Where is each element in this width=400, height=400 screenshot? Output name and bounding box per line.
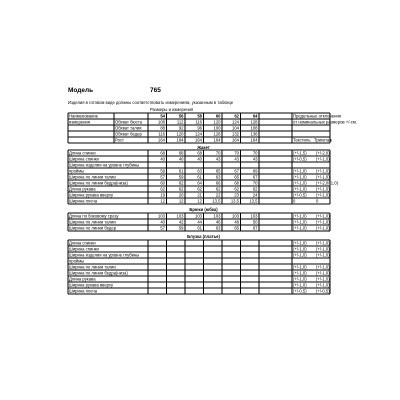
row-tolerance-2: (+/-1,0) bbox=[316, 276, 330, 282]
deviation-header: Предельные отклонения bbox=[293, 113, 342, 119]
row-value: 68 bbox=[178, 150, 184, 156]
row-value: 20 bbox=[178, 192, 184, 198]
row-value: 40 bbox=[160, 219, 165, 225]
row-label: Ширина по линии бедер bbox=[69, 225, 117, 231]
row-label: Ширина изделия на уровне глубины bbox=[69, 252, 140, 258]
size-header-54: 54 bbox=[160, 113, 165, 119]
row-value: 61 bbox=[197, 174, 202, 180]
row-value: 13,5 bbox=[249, 198, 258, 204]
row-value: 67 bbox=[252, 174, 258, 180]
row-tolerance-2: (+/-1,0) bbox=[316, 219, 330, 225]
size-header-60: 60 bbox=[215, 113, 221, 119]
row-label: Ширина рукава вверху bbox=[69, 192, 114, 198]
row-value: 61 bbox=[197, 225, 202, 231]
row-tolerance-2: (+/-1,0) bbox=[316, 156, 330, 162]
row-label: Ширина рукава вверху bbox=[69, 282, 114, 288]
row-label: Ширина по линии талии bbox=[69, 219, 116, 225]
row-value: 68 bbox=[160, 150, 165, 156]
body-measurement-value: 108 bbox=[250, 125, 258, 131]
row-tolerance: (+/-0,5) bbox=[293, 288, 307, 294]
row-value: 67 bbox=[234, 168, 239, 174]
row-value: 103 bbox=[176, 213, 184, 219]
body-measurement-value: 120 bbox=[176, 131, 184, 137]
row-label: Ширина изделия на уровне глубины bbox=[69, 162, 140, 168]
row-tolerance: (+/-1,0) bbox=[293, 246, 307, 252]
row-value: 61 bbox=[178, 168, 184, 174]
row-value: 12 bbox=[160, 198, 165, 204]
row-tolerance: (+/-1,0) bbox=[293, 264, 307, 270]
row-tolerance-2: (+/-0,5) bbox=[316, 288, 330, 294]
row-value: 24 bbox=[252, 192, 258, 198]
model-number: 765 bbox=[150, 87, 161, 94]
row-value: 70 bbox=[215, 150, 221, 156]
row-tolerance-2: (+/-1,0) bbox=[316, 174, 330, 180]
size-header-62: 62 bbox=[234, 113, 239, 119]
row-tolerance-2: (+/-2,0) bbox=[316, 150, 330, 156]
row-tolerance: (+/-1,0) bbox=[293, 213, 307, 219]
row-tolerance: (+/-0,5) bbox=[293, 156, 307, 162]
row-value: 68 bbox=[197, 150, 202, 156]
body-measurement-value: 116 bbox=[158, 131, 165, 137]
row-label: Длина спинки bbox=[69, 150, 96, 156]
measurement-label: измерения bbox=[69, 119, 91, 125]
row-value: 62 bbox=[178, 180, 184, 186]
row-tolerance-2: (+/-1,0) bbox=[316, 264, 330, 270]
row-label: Ширина по линии бедра(низа) bbox=[69, 270, 128, 276]
row-value: 12 bbox=[197, 198, 202, 204]
row-value: 40 bbox=[160, 156, 165, 162]
row-value: 12 bbox=[178, 198, 184, 204]
section-title: Брюки (юбка) bbox=[189, 206, 218, 212]
row-value: 66 bbox=[215, 180, 221, 186]
row-value: 65 bbox=[234, 174, 239, 180]
row-tolerance-2: (+/-1,0) bbox=[316, 252, 330, 258]
row-value: 42 bbox=[178, 219, 184, 225]
body-measurement-value: 104 bbox=[232, 125, 239, 131]
body-measurement-value: 164 bbox=[176, 137, 184, 143]
row-value: 50 bbox=[252, 219, 258, 225]
row-tolerance: (+/-1,0) bbox=[293, 252, 307, 258]
row-value: 65 bbox=[234, 225, 239, 231]
body-measurement-value: 108 bbox=[158, 119, 165, 125]
size-header-58: 58 bbox=[197, 113, 202, 119]
row-label: Ширина по линии талии bbox=[69, 174, 116, 180]
body-measurement-label: Обхват талии bbox=[115, 125, 142, 131]
row-tolerance: (+/-1,0) bbox=[293, 219, 307, 225]
body-measurement-value: 164 bbox=[250, 137, 258, 143]
row-tolerance: (+/-1,0) bbox=[293, 276, 307, 282]
row-label: Длина спинки bbox=[69, 240, 96, 246]
body-measurement-value: 100 bbox=[213, 125, 221, 131]
row-tolerance: (+/-1,0) bbox=[293, 168, 307, 174]
row-label: Ширина плеча bbox=[69, 288, 98, 294]
body-measurement-value: 88 bbox=[160, 125, 165, 131]
row-value: 63 bbox=[215, 225, 221, 231]
body-measurement-value: 128 bbox=[250, 119, 258, 125]
row-value: 103 bbox=[158, 213, 165, 219]
row-label: Ширина спинки bbox=[69, 246, 99, 252]
row-value: 68 bbox=[234, 180, 239, 186]
row-value: 62 bbox=[178, 186, 184, 192]
row-value: 103 bbox=[213, 213, 221, 219]
row-value: 19 bbox=[160, 192, 165, 198]
body-measurement-value: 164 bbox=[232, 137, 239, 143]
row-value: 70 bbox=[252, 150, 258, 156]
row-value: 65 bbox=[215, 168, 221, 174]
row-value: 48 bbox=[234, 219, 239, 225]
sizes-header: Размеры и измерения bbox=[150, 107, 194, 112]
row-tolerance: (+/-1,0) bbox=[293, 174, 307, 180]
body-measurement-value: 164 bbox=[195, 137, 202, 143]
fabric-knit: Трикотаж bbox=[314, 137, 333, 143]
row-label: Длина по боковому срезу bbox=[69, 213, 119, 219]
row-value: 57 bbox=[160, 225, 165, 231]
row-value: 21 bbox=[197, 192, 202, 198]
row-value: 13,5 bbox=[230, 198, 239, 204]
body-measurement-value: 136 bbox=[250, 131, 258, 137]
body-measurement-value: 112 bbox=[176, 119, 184, 125]
row-label: Ширина по линии талии bbox=[69, 264, 116, 270]
row-value: 59 bbox=[160, 168, 165, 174]
row-tolerance: (+/-1,0) bbox=[293, 270, 307, 276]
row-value: 62 bbox=[215, 186, 221, 192]
row-value: 62 bbox=[252, 186, 258, 192]
row-value: 43 bbox=[215, 156, 221, 162]
row-label: проймы bbox=[69, 258, 85, 264]
row-tolerance: (+/-0,5) bbox=[293, 192, 307, 198]
row-tolerance-2: (+/-1,0) bbox=[316, 186, 330, 192]
row-tolerance: (+/-1,0) bbox=[293, 240, 307, 246]
row-value: 59 bbox=[178, 225, 184, 231]
body-measurement-label: Обхват бюста bbox=[115, 119, 142, 125]
body-measurement-value: 120 bbox=[213, 119, 221, 125]
row-tolerance-2: (+/-1,0) bbox=[316, 270, 330, 276]
fabric-textile: Текстиль bbox=[293, 137, 311, 143]
row-value: 40 bbox=[197, 156, 202, 162]
row-tolerance-2: (+/-1,0) bbox=[316, 246, 330, 252]
body-measurement-value: 128 bbox=[213, 131, 221, 137]
body-measurement-value: 116 bbox=[195, 119, 202, 125]
row-value: 22 bbox=[215, 192, 221, 198]
row-tolerance: (+/-1,0) bbox=[293, 180, 307, 186]
row-tolerance-2: (+/-1,0) bbox=[316, 240, 330, 246]
row-label: Длина рукава bbox=[69, 186, 96, 192]
row-value: 23 bbox=[234, 192, 239, 198]
model-label: Модель bbox=[68, 87, 94, 94]
body-measurement-value: 132 bbox=[232, 131, 239, 137]
row-value: 60 bbox=[160, 180, 165, 186]
row-tolerance: 0 bbox=[293, 198, 296, 204]
row-value: 13,5 bbox=[212, 198, 221, 204]
size-header-64: 64 bbox=[252, 113, 258, 119]
row-tolerance: (+/-1,0) bbox=[293, 282, 307, 288]
row-tolerance: (+/-1,5) bbox=[293, 150, 307, 156]
row-tolerance-2: 0 bbox=[316, 198, 319, 204]
section-title: Жакет bbox=[197, 144, 210, 150]
row-label: проймы bbox=[69, 168, 85, 174]
row-value: 43 bbox=[252, 156, 258, 162]
intro-text: Изделия в готовом виде должны соответствовать измерениям, указанным в таблице bbox=[68, 100, 234, 105]
row-value: 59 bbox=[178, 174, 184, 180]
body-measurement-value: 164 bbox=[213, 137, 221, 143]
nominal-note: от номинальных размеров +/-см. bbox=[293, 119, 357, 125]
body-measurement-value: 124 bbox=[195, 131, 202, 137]
row-value: 70 bbox=[252, 180, 258, 186]
row-value: 44 bbox=[197, 219, 202, 225]
row-value: 103 bbox=[232, 213, 239, 219]
row-tolerance-2: (+/-1,0) bbox=[316, 213, 330, 219]
row-value: 57 bbox=[160, 174, 165, 180]
row-value: 70 bbox=[234, 150, 239, 156]
row-tolerance-2: (+/-1,0) bbox=[316, 168, 330, 174]
row-value: 69 bbox=[252, 168, 258, 174]
row-tolerance: (+/-1,0) bbox=[293, 186, 307, 192]
row-label: Ширина плеча bbox=[69, 198, 98, 204]
row-value: 64 bbox=[197, 180, 202, 186]
row-label: Ширина по линии бедра(низа) bbox=[69, 180, 128, 186]
row-value: 62 bbox=[197, 186, 202, 192]
row-value: 62 bbox=[160, 186, 165, 192]
row-label: Ширина спинки bbox=[69, 156, 99, 162]
row-tolerance: (+/-1,0) bbox=[293, 225, 307, 231]
body-measurement-label: Рост bbox=[115, 137, 124, 143]
body-measurement-value: 124 bbox=[232, 119, 239, 125]
body-measurement-label: Обхват бедер bbox=[115, 131, 142, 137]
body-measurement-value: 96 bbox=[197, 125, 202, 131]
row-tolerance-2: (+/-1,0) bbox=[316, 192, 330, 198]
row-tolerance-2: (+/-2,0/-1,0) bbox=[316, 180, 338, 186]
row-value: 67 bbox=[252, 225, 258, 231]
row-tolerance-2: (+/-1,0) bbox=[316, 225, 330, 231]
row-value: 63 bbox=[197, 168, 202, 174]
row-value: 43 bbox=[234, 156, 239, 162]
row-tolerance-2: (+/-1,0) bbox=[316, 282, 330, 288]
row-value: 103 bbox=[250, 213, 258, 219]
size-header-56: 56 bbox=[178, 113, 184, 119]
row-value: 40 bbox=[178, 156, 184, 162]
row-value: 103 bbox=[195, 213, 202, 219]
section-title: Блузка (платье) bbox=[187, 233, 220, 239]
body-measurement-value: 92 bbox=[178, 125, 184, 131]
row-label: Длина рукава bbox=[69, 276, 96, 282]
row-value: 63 bbox=[215, 174, 221, 180]
body-measurement-value: 164 bbox=[158, 137, 165, 143]
name-header: Наименование bbox=[69, 113, 99, 119]
row-value: 46 bbox=[215, 219, 221, 225]
row-value: 62 bbox=[234, 186, 239, 192]
